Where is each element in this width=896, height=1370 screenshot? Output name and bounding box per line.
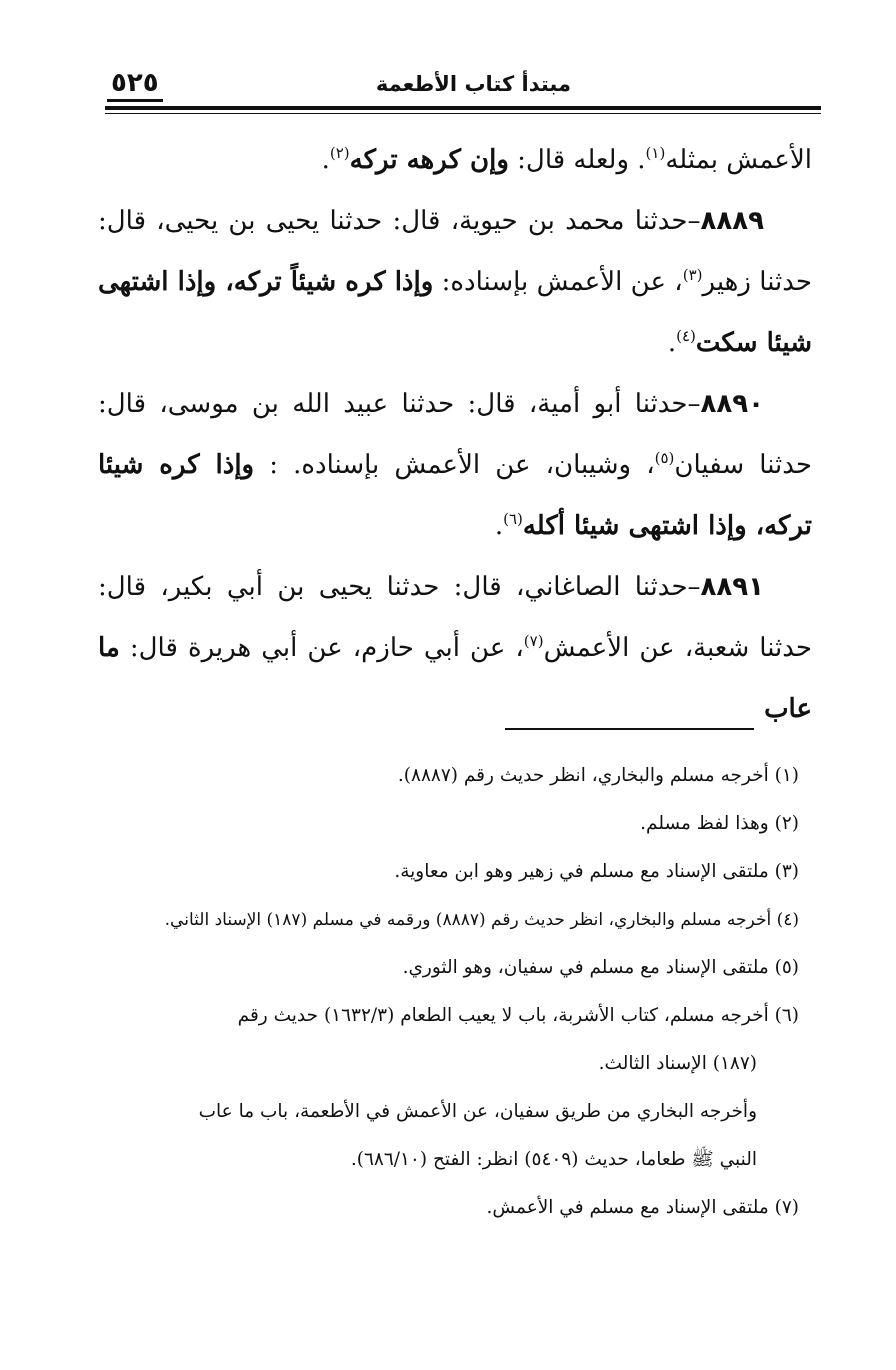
footnote-1: (١) أخرجه مسلم والبخاري، انظر حديث رقم (٨٨٨٧). — [397, 765, 799, 786]
footnote-5: (٥) ملتقى الإسناد مع مسلم في سفيان، وهو الثوري. — [402, 957, 799, 978]
hadith-quote: وإن كرهه تركه — [349, 145, 509, 175]
hadith-quote: وإذا كره شيئا تركه، وإذا اشتهى شيئا أكله — [98, 450, 812, 541]
footnote-ref-2: (٢) — [329, 144, 350, 162]
paragraph-continuation: الأعمش بمثله$^{(١)}$. ولعله قال: وإن كرهه تركه$^{(٢)}$. — [321, 144, 812, 175]
main-text — [98, 130, 812, 740]
hadith-quote: ما عاب — [98, 633, 812, 724]
header-rule-thin — [105, 113, 821, 114]
footnote-2: (٢) وهذا لفظ مسلم. — [640, 813, 799, 834]
footnote-ref-1: (١) — [645, 144, 666, 162]
hadith-quote: وإذا كره شيئاً تركه، وإذا اشتهى شيئا سكت — [98, 267, 812, 358]
footnote-6-note-continued: النبي ﷺ طعاما، حديث (٥٤٠٩) انظر: الفتح (٦٨٦/١٠). — [350, 1149, 757, 1170]
footnote-ref-6: (٦) — [503, 510, 523, 528]
footnote-separator — [505, 728, 754, 730]
footnote-6: (٦) أخرجه مسلم، كتاب الأشربة، باب لا يعيب الطعام (١٦٣٢/٣) حديث رقم — [237, 1005, 799, 1026]
header-rule-thick — [105, 106, 821, 110]
footnote-ref-3: (٣) — [682, 266, 703, 284]
hadith-number: ٨٨٩١ — [700, 572, 764, 602]
footnote-ref-4: (٤) — [676, 327, 696, 345]
footnote-4: (٤) أخرجه مسلم والبخاري، انظر حديث رقم (٨٨٨٧) ورقمه في مسلم (١٨٧) الإسناد الثاني. — [164, 910, 799, 930]
footnote-ref-7: (٧) — [523, 632, 544, 650]
footnote-6-continued: (١٨٧) الإسناد الثالث. — [598, 1053, 757, 1074]
hadith-8889: ٨٨٨٩–حدثنا محمد بن حيوية، قال: حدثنا يحيى بن يحيى، قال: حدثنا زهير$^{(٣)}$، عن الأعمش بإسناده: وإذا كره شيئاً تركه، وإذا اشتهى شيئا سكت$^{(٤)}$. — [98, 206, 812, 358]
footnote-ref-5: (٥) — [654, 449, 675, 467]
running-title: مبتدأ كتاب الأطعمة — [375, 72, 571, 96]
footnotes — [85, 752, 799, 1232]
hadith-number: ٨٨٩٠ — [700, 389, 764, 419]
hadith-8891: ٨٨٩١–حدثنا الصاغاني، قال: حدثنا يحيى بن أبي بكير، قال: حدثنا شعبة، عن الأعمش$^{(٧)}$، عن أبي حازم، عن أبي هريرة قال: ما عاب — [98, 572, 812, 724]
hadith-8890: ٨٨٩٠–حدثنا أبو أمية، قال: حدثنا عبيد الله بن موسى، قال: حدثنا سفيان$^{(٥)}$، وشيبان، عن الأعمش بإسناده. : وإذا كره شيئا تركه، وإذا اشتهى شيئا أكله$^{(٦)}$. — [98, 389, 813, 541]
hadith-number: ٨٨٨٩ — [700, 206, 764, 236]
page-header — [105, 68, 821, 104]
page-number: ٥٢٥ — [111, 68, 159, 98]
footnote-7: (٧) ملتقى الإسناد مع مسلم في الأعمش. — [486, 1197, 799, 1218]
footnote-3: (٣) ملتقى الإسناد مع مسلم في زهير وهو ابن معاوية. — [394, 861, 799, 882]
footnote-6-note: وأخرجه البخاري من طريق سفيان، عن الأعمش في الأطعمة، باب ما عاب — [198, 1101, 757, 1122]
